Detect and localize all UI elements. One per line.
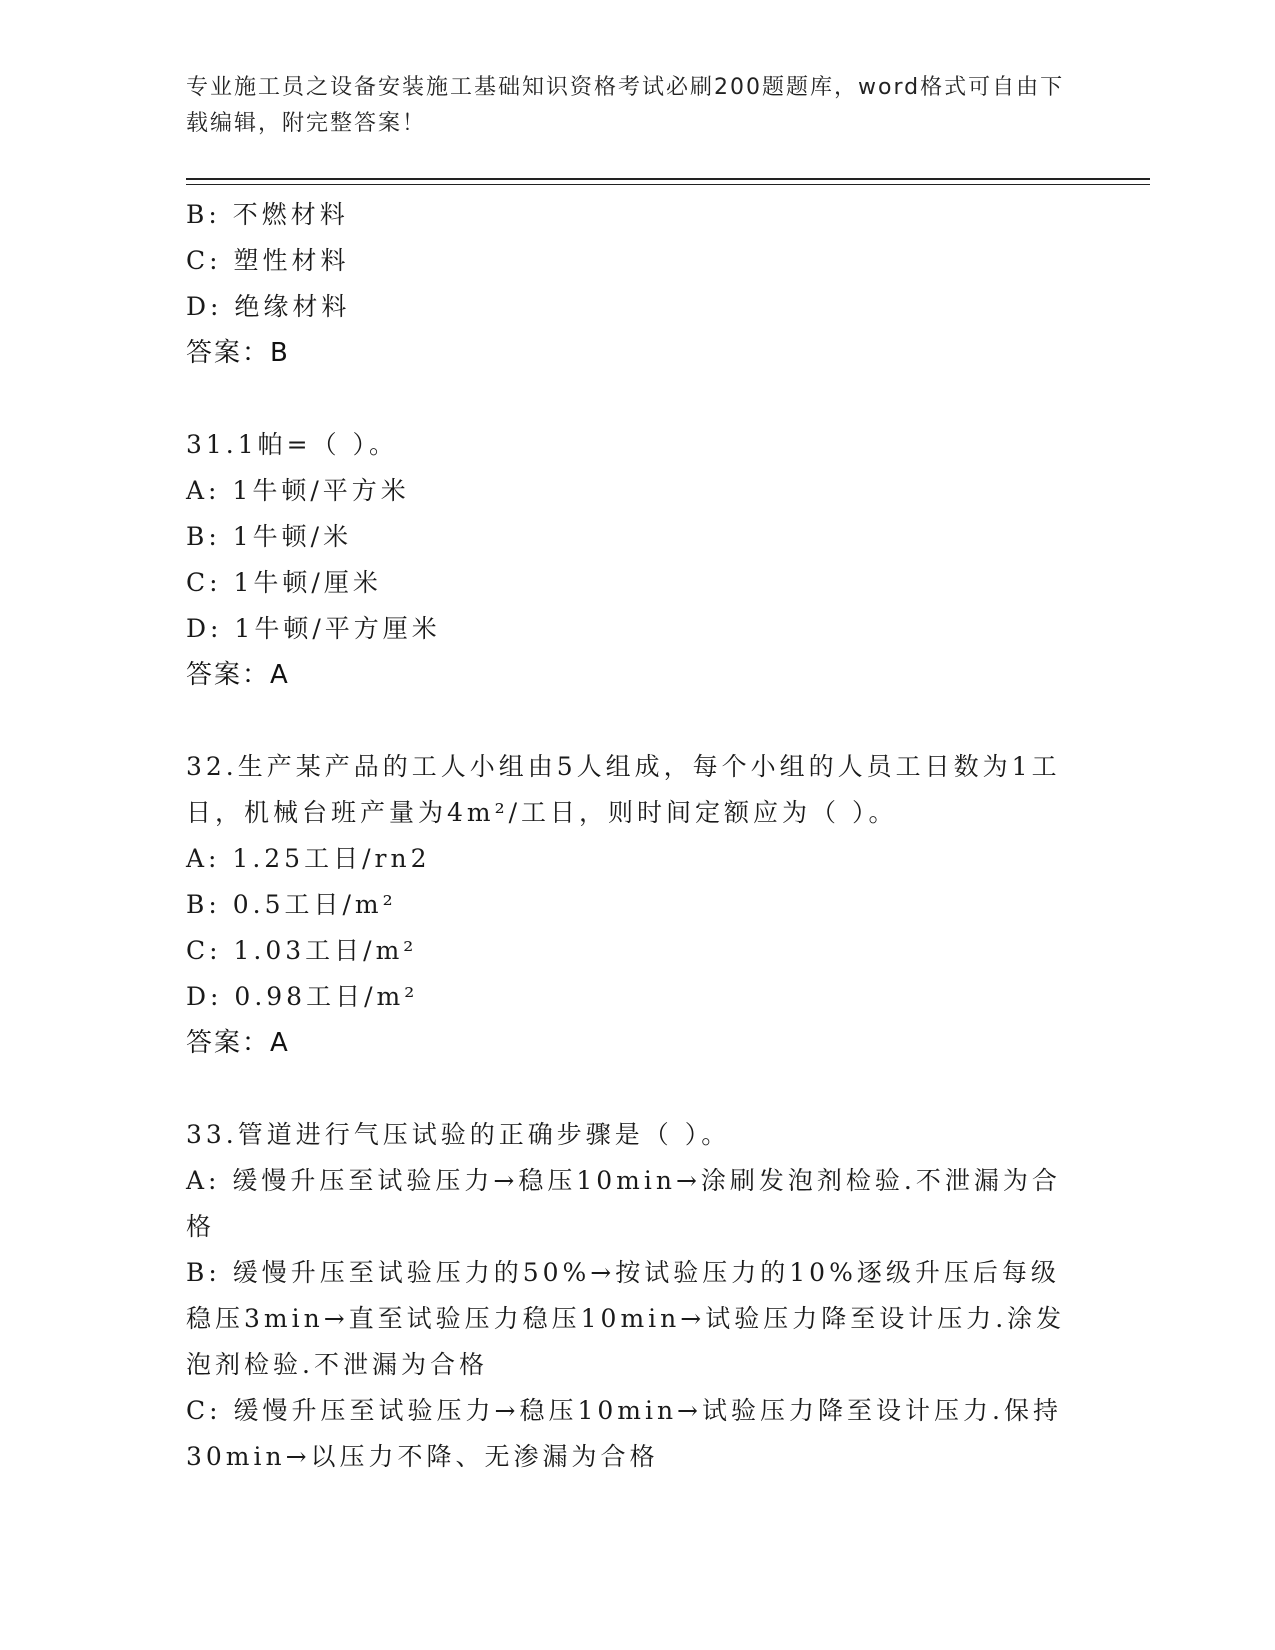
option-c: C: 1.03工日/m² <box>186 936 418 965</box>
question-content <box>186 192 1086 1480</box>
header-divider-thin <box>186 184 1150 185</box>
question-33 <box>186 1112 1086 1480</box>
option-d: D: 绝缘材料 <box>186 292 351 321</box>
option-c: C: 1牛顿/厘米 <box>186 568 382 597</box>
question-stem: 32.生产某产品的工人小组由5人组成，每个小组的人员工日数为1工日，机械台班产量为4m²/工日，则时间定额应为（ ）。 <box>186 752 1061 827</box>
question-32 <box>186 744 1086 1066</box>
option-c: C: 缓慢升压至试验压力→稳压10min→试验压力降至设计压力.保持30min→以压力不降、无渗漏为合格 <box>186 1396 1062 1471</box>
document-header <box>186 70 1066 142</box>
prev-question-block <box>186 192 1086 376</box>
header-divider-thick <box>186 178 1150 180</box>
option-b: B: 缓慢升压至试验压力的50%→按试验压力的10%逐级升压后每级稳压3min→直至试验压力稳压10min→试验压力降至设计压力.涂发泡剂检验.不泄漏为合格 <box>186 1258 1066 1379</box>
header-title: 专业施工员之设备安装施工基础知识资格考试必刷200题题库，word格式可自由下载编辑，附完整答案！ <box>186 75 1065 136</box>
question-31 <box>186 422 1086 698</box>
question-stem: 33.管道进行气压试验的正确步骤是（ ）。 <box>186 1120 731 1149</box>
option-a: A: 1.25工日/rn2 <box>186 844 431 873</box>
option-b: B: 0.5工日/m² <box>186 890 397 919</box>
option-d: D: 0.98工日/m² <box>186 982 419 1011</box>
option-b: B: 1牛顿/米 <box>186 522 353 551</box>
option-b: B: 不燃材料 <box>186 200 349 229</box>
option-a: A: 缓慢升压至试验压力→稳压10min→涂刷发泡剂检验.不泄漏为合格 <box>186 1166 1061 1241</box>
answer-line: 答案：A <box>186 1028 290 1058</box>
answer-line: 答案：A <box>186 660 290 690</box>
question-stem: 31.1帕=（ ）。 <box>186 430 399 459</box>
option-a: A: 1牛顿/平方米 <box>186 476 410 505</box>
answer-line: 答案：B <box>186 338 290 368</box>
option-d: D: 1牛顿/平方厘米 <box>186 614 441 643</box>
option-c: C: 塑性材料 <box>186 246 350 275</box>
